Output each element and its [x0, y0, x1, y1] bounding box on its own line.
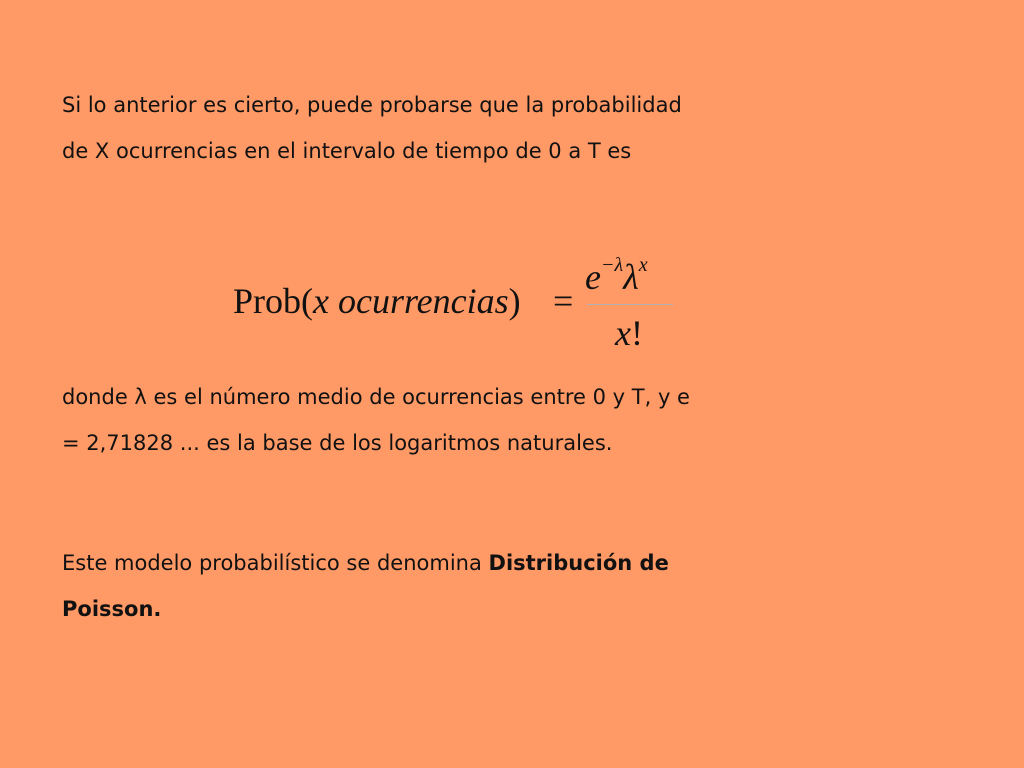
formula-lambda-exponent: x	[638, 254, 648, 276]
formula-denominator	[615, 312, 643, 354]
formula-prob: Prob(	[233, 281, 313, 321]
explanation-line-1: donde λ es el número medio de ocurrencias entre 0 y T, y e	[62, 385, 690, 409]
conclusion-line-1	[62, 540, 669, 586]
intro-line-2: de X ocurrencias en el intervalo de tiempo de 0 a T es	[62, 139, 632, 163]
distribution-name-part-2: Poisson.	[62, 597, 162, 621]
explanation-line-2: = 2,71828 ... es la base de los logaritmos naturales.	[62, 431, 613, 455]
conclusion-text: Este modelo probabilístico se denomina	[62, 551, 489, 575]
formula-equals: =	[553, 281, 574, 321]
formula-numerator	[585, 254, 648, 298]
conclusion-paragraph	[62, 540, 669, 632]
formula-lambda: λ	[623, 257, 639, 297]
poisson-formula	[233, 252, 693, 364]
formula-event: x ocurrencias	[313, 281, 509, 321]
formula-close-paren: )	[508, 281, 521, 321]
formula-e-exponent: −λ	[600, 254, 624, 276]
intro-line-1: Si lo anterior es cierto, puede probarse que la probabilidad	[62, 93, 682, 117]
formula-e: e	[585, 257, 601, 297]
formula-factorial: !	[630, 313, 643, 353]
distribution-name-part-1: Distribución de	[488, 551, 669, 575]
formula-lhs	[233, 280, 521, 322]
fraction-bar	[587, 304, 673, 305]
formula-den-var: x	[615, 313, 631, 353]
explanation-paragraph	[62, 374, 690, 466]
intro-paragraph	[62, 82, 682, 174]
